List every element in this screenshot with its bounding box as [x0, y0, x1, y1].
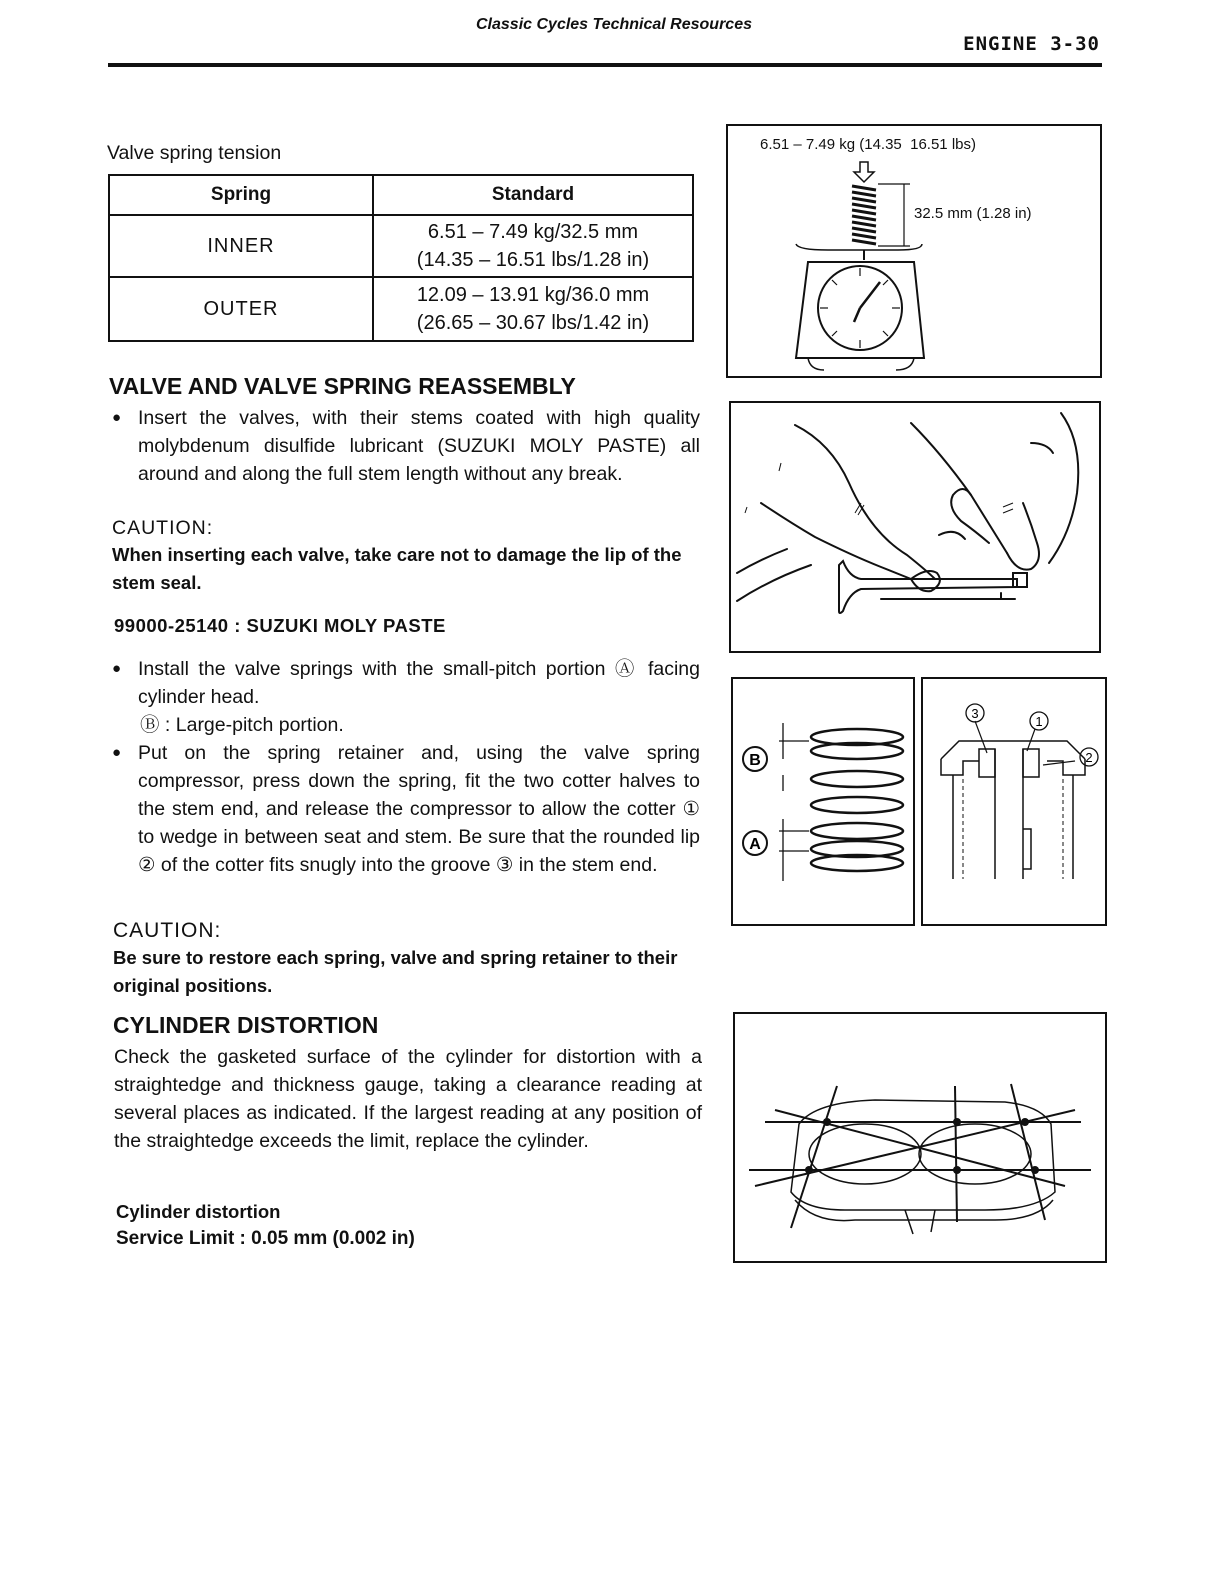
reassembly-list-1: [110, 404, 700, 488]
list-item: [110, 655, 700, 739]
standard-line: 6.51 – 7.49 kg/32.5 mm: [427, 221, 639, 243]
list-item-sub: Ⓑ : Large-pitch portion.: [140, 714, 344, 736]
table-row: [109, 277, 693, 341]
caution-text: When inserting each valve, take care not to damage the lip of the stem seal.: [112, 544, 682, 593]
document-banner: Classic Cycles Technical Resources: [476, 16, 752, 33]
reassembly-heading: VALVE AND VALVE SPRING REASSEMBLY: [109, 373, 576, 399]
label-2: 2: [1085, 750, 1093, 765]
scale-label: 6.51 – 7.49 kg (14.35 16.51 lbs): [760, 136, 976, 153]
label-1: 1: [1035, 714, 1043, 729]
cotter-drawing: [923, 679, 1105, 924]
spring-tension-table: [108, 174, 694, 342]
hands-valve-drawing: [731, 403, 1099, 651]
label-3: 3: [971, 706, 979, 721]
spring-cell: INNER: [109, 215, 373, 277]
col-standard-header: Standard: [373, 175, 693, 215]
label-a: A: [749, 836, 761, 853]
distortion-heading: CYLINDER DISTORTION: [113, 1012, 379, 1038]
page-label: ENGINE 3-30: [963, 33, 1100, 55]
list-item-text: Install the valve springs with the small-pitch portion Ⓐ facing cylinder head.: [138, 658, 700, 708]
label-b: B: [749, 752, 761, 769]
distortion-body: Check the gasketed surface of the cylinder for distortion with a straightedge and thickness gauge, taking a clearance reading at several places as indicated. If the largest reading at any position of the straightedge exceeds the limit, replace the cylinder.: [114, 1046, 702, 1152]
caution-text: Be sure to restore each spring, valve and spring retainer to their original positions.: [113, 947, 678, 996]
reassembly-list-2: [110, 655, 700, 879]
length-label: 32.5 mm (1.28 in): [914, 205, 1032, 222]
valve-spring-drawing: [733, 679, 913, 924]
distortion-spec-value: Service Limit : 0.05 mm (0.002 in): [116, 1228, 415, 1249]
table-header-row: [109, 175, 693, 215]
list-item: ● Put on the spring retainer and, using the valve spring compressor, press down the spring, fit the two cotter halves to the stem end, and release the compressor to allow the cotter ① to wedge in between seat and stem. Be sure that the rounded lip ② of the cotter fits snugly into the groove ③ in the stem end.: [110, 739, 700, 879]
spring-pitch-figure: [731, 677, 915, 926]
cotter-detail-figure: [921, 677, 1107, 926]
spring-tension-title: Valve spring tension: [107, 142, 282, 164]
standard-cell: [373, 277, 693, 341]
spring-scale-figure: [726, 124, 1102, 378]
header-rule: [108, 63, 1102, 67]
spring-cell: OUTER: [109, 277, 373, 341]
standard-line: (14.35 – 16.51 lbs/1.28 in): [416, 249, 650, 271]
table-row: [109, 215, 693, 277]
caution-label: CAUTION:: [113, 919, 222, 942]
cylinder-distortion-figure: [733, 1012, 1107, 1263]
cylinder-drawing: [735, 1014, 1105, 1261]
col-spring-header: Spring: [109, 175, 373, 215]
spring-scale-drawing: [728, 126, 1100, 376]
distortion-spec-label: Cylinder distortion: [116, 1201, 281, 1222]
standard-cell: [373, 215, 693, 277]
standard-line: 12.09 – 13.91 kg/36.0 mm: [416, 284, 650, 306]
caution-label: CAUTION:: [112, 517, 214, 539]
part-number: 99000-25140 : SUZUKI MOLY PASTE: [114, 615, 446, 636]
valve-insert-figure: [729, 401, 1101, 653]
standard-line: (26.65 – 30.67 lbs/1.42 in): [416, 312, 650, 334]
list-item: ● Insert the valves, with their stems coated with high quality molybdenum disulfide lubricant (SUZUKI MOLY PASTE) all around and along the full stem length without any break.: [110, 404, 700, 488]
